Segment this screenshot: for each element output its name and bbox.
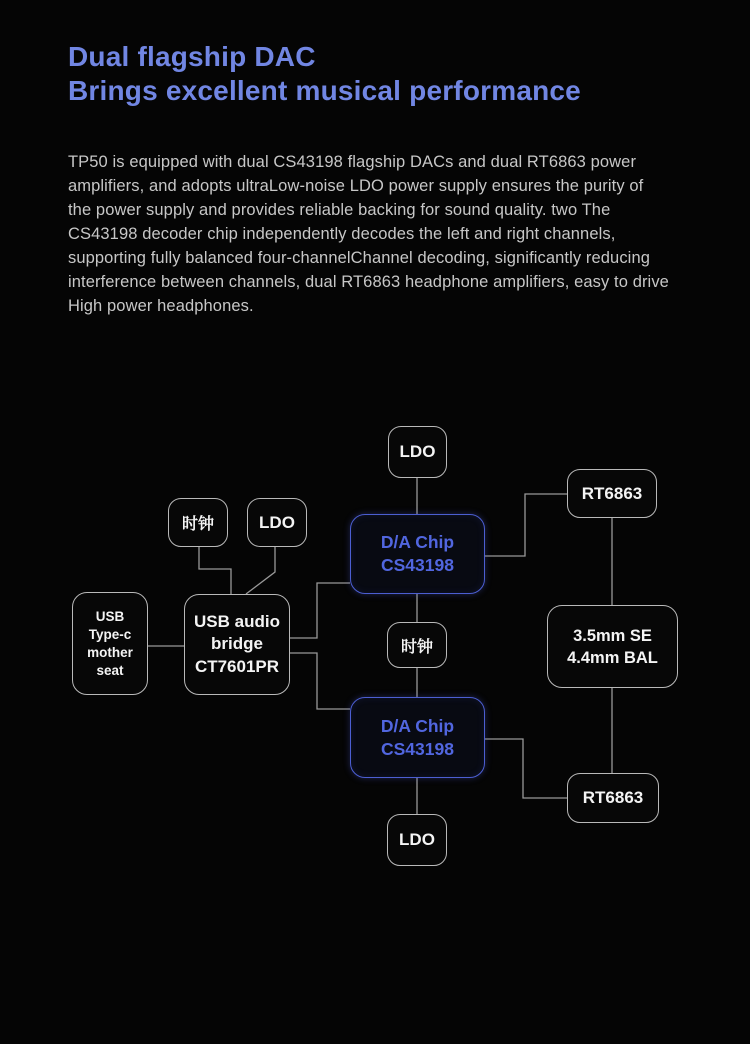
node-usb-bridge-line-2: bridge [211, 634, 263, 654]
connector-ldo-left-to-bridge [246, 547, 275, 594]
node-dac-chip-2-line-2: CS43198 [381, 738, 454, 759]
page-title-line-1: Dual flagship DAC [68, 41, 316, 72]
intro-line: amplifiers, and adopts ultraLow-noise LDO power supply ensures the purity of [68, 177, 644, 195]
node-usb-typec-line-2: Type-c [88, 626, 132, 642]
node-usb-bridge-line-1: USB audio [194, 611, 280, 631]
intro-line: High power headphones. [68, 297, 254, 315]
node-rt6863-top-label: RT6863 [581, 483, 643, 503]
node-dac-chip-2 [350, 697, 485, 778]
node-ldo-left-label: LDO [259, 512, 295, 532]
connector-clock-left-to-bridge [199, 547, 231, 594]
intro-line: interference between channels, dual RT6863 headphone amplifiers, easy to drive [68, 273, 669, 291]
node-dac-chip-1-line-1: D/A Chip [380, 532, 455, 552]
node-clock-mid-label: 时钟 [400, 638, 433, 656]
node-clock-left [168, 498, 228, 547]
node-ldo-bottom [387, 814, 447, 866]
node-clock-left-label: 时钟 [181, 516, 214, 533]
node-ldo-left [247, 498, 307, 547]
node-usb-bridge-line-3: CT7601PR [194, 656, 280, 676]
intro-line: TP50 is equipped with dual CS43198 flagship DACs and dual RT6863 power [68, 153, 637, 171]
intro-line: the power supply and provides reliable backing for sound quality. two The [68, 201, 611, 219]
node-ldo-top [388, 426, 447, 478]
node-ldo-top-label: LDO [399, 442, 436, 461]
node-rt6863-bottom-label: RT6863 [582, 788, 644, 807]
intro-line: CS43198 decoder chip independently decodes the left and right channels, [68, 225, 616, 243]
node-usb-typec-line-3: mother seat [87, 644, 133, 678]
node-usb-typec [72, 592, 148, 695]
node-dac-chip-2-line-1: D/A Chip [380, 715, 455, 736]
node-rt6863-bottom [567, 773, 659, 823]
page-title-line-2: Brings excellent musical performance [68, 75, 581, 106]
node-ldo-bottom-label: LDO [399, 830, 435, 849]
node-output-jacks [547, 605, 678, 688]
connector-dac1-to-rt-top [485, 494, 567, 556]
node-usb-bridge [184, 594, 290, 695]
connector-bridge-to-dac2 [290, 653, 350, 709]
connector-dac2-to-rt-bottom [485, 739, 567, 798]
node-rt6863-top [567, 469, 657, 518]
connector-bridge-to-dac1 [290, 583, 350, 638]
node-clock-mid [387, 622, 447, 668]
node-dac-chip-1 [350, 514, 485, 594]
node-output-jacks-line-1: 3.5mm SE [573, 626, 652, 645]
node-usb-typec-line-1: USB [95, 608, 125, 624]
node-output-jacks-line-2: 4.4mm BAL [567, 648, 658, 667]
intro-line: supporting fully balanced four-channelChannel decoding, significantly reducing [68, 249, 651, 267]
node-dac-chip-1-line-2: CS43198 [381, 555, 454, 575]
